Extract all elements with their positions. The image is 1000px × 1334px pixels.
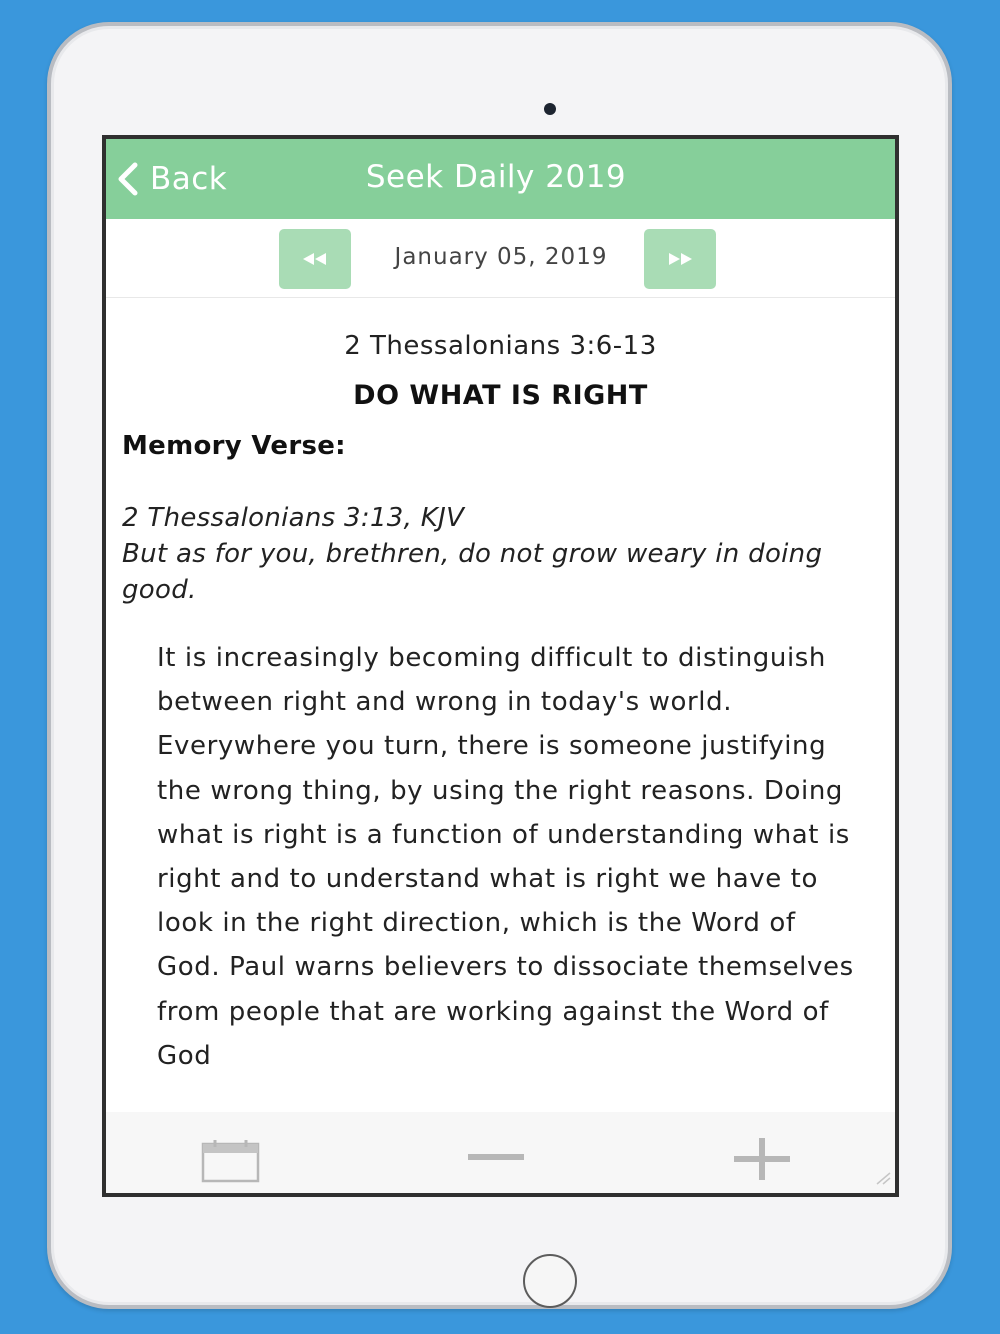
plus-icon	[732, 1166, 792, 1185]
app-screen	[102, 135, 899, 1197]
devotional-title: DO WHAT IS RIGHT	[353, 380, 648, 411]
next-day-button[interactable]	[644, 229, 716, 289]
date-navigator	[106, 219, 895, 298]
increase-font-button[interactable]	[732, 1137, 792, 1185]
scripture-passage: 2 Thessalonians 3:6-13	[344, 331, 657, 361]
page-title: Seek Daily 2019	[365, 159, 627, 195]
resize-grip-icon	[873, 1170, 891, 1189]
current-date: January 05, 2019	[394, 244, 608, 270]
memory-verse-heading: Memory Verse:	[122, 431, 346, 461]
decrease-font-button[interactable]	[466, 1148, 526, 1167]
navigation-bar	[106, 139, 895, 219]
home-button[interactable]	[523, 1254, 577, 1308]
memory-verse-reference: 2 Thessalonians 3:13, KJV	[122, 503, 465, 533]
devotional-content[interactable]	[106, 298, 895, 1112]
bottom-toolbar	[106, 1112, 895, 1193]
memory-verse-text: But as for you, brethren, do not grow weary in doing good.	[122, 539, 823, 605]
rewind-icon	[302, 250, 328, 269]
back-button[interactable]	[116, 157, 227, 201]
back-label: Back	[150, 161, 228, 197]
devotional-body: It is increasingly becoming difficult to distinguish between right and wrong in today's world. Everywhere you turn, there is someone justifying the wrong thing, by using the right reasons. Doing what is right is a function of understanding what is right and to understand what is right we have to look in the right direction, which is the Word of God. Paul warns believers to dissociate themselves from people that are working against the Word of God	[157, 643, 854, 1071]
previous-day-button[interactable]	[279, 229, 351, 289]
minus-icon	[466, 1148, 526, 1167]
fast-forward-icon	[667, 250, 693, 269]
calendar-icon	[201, 1169, 261, 1188]
camera-dot	[544, 103, 556, 115]
chevron-left-icon	[116, 162, 140, 196]
calendar-button[interactable]	[201, 1140, 261, 1188]
